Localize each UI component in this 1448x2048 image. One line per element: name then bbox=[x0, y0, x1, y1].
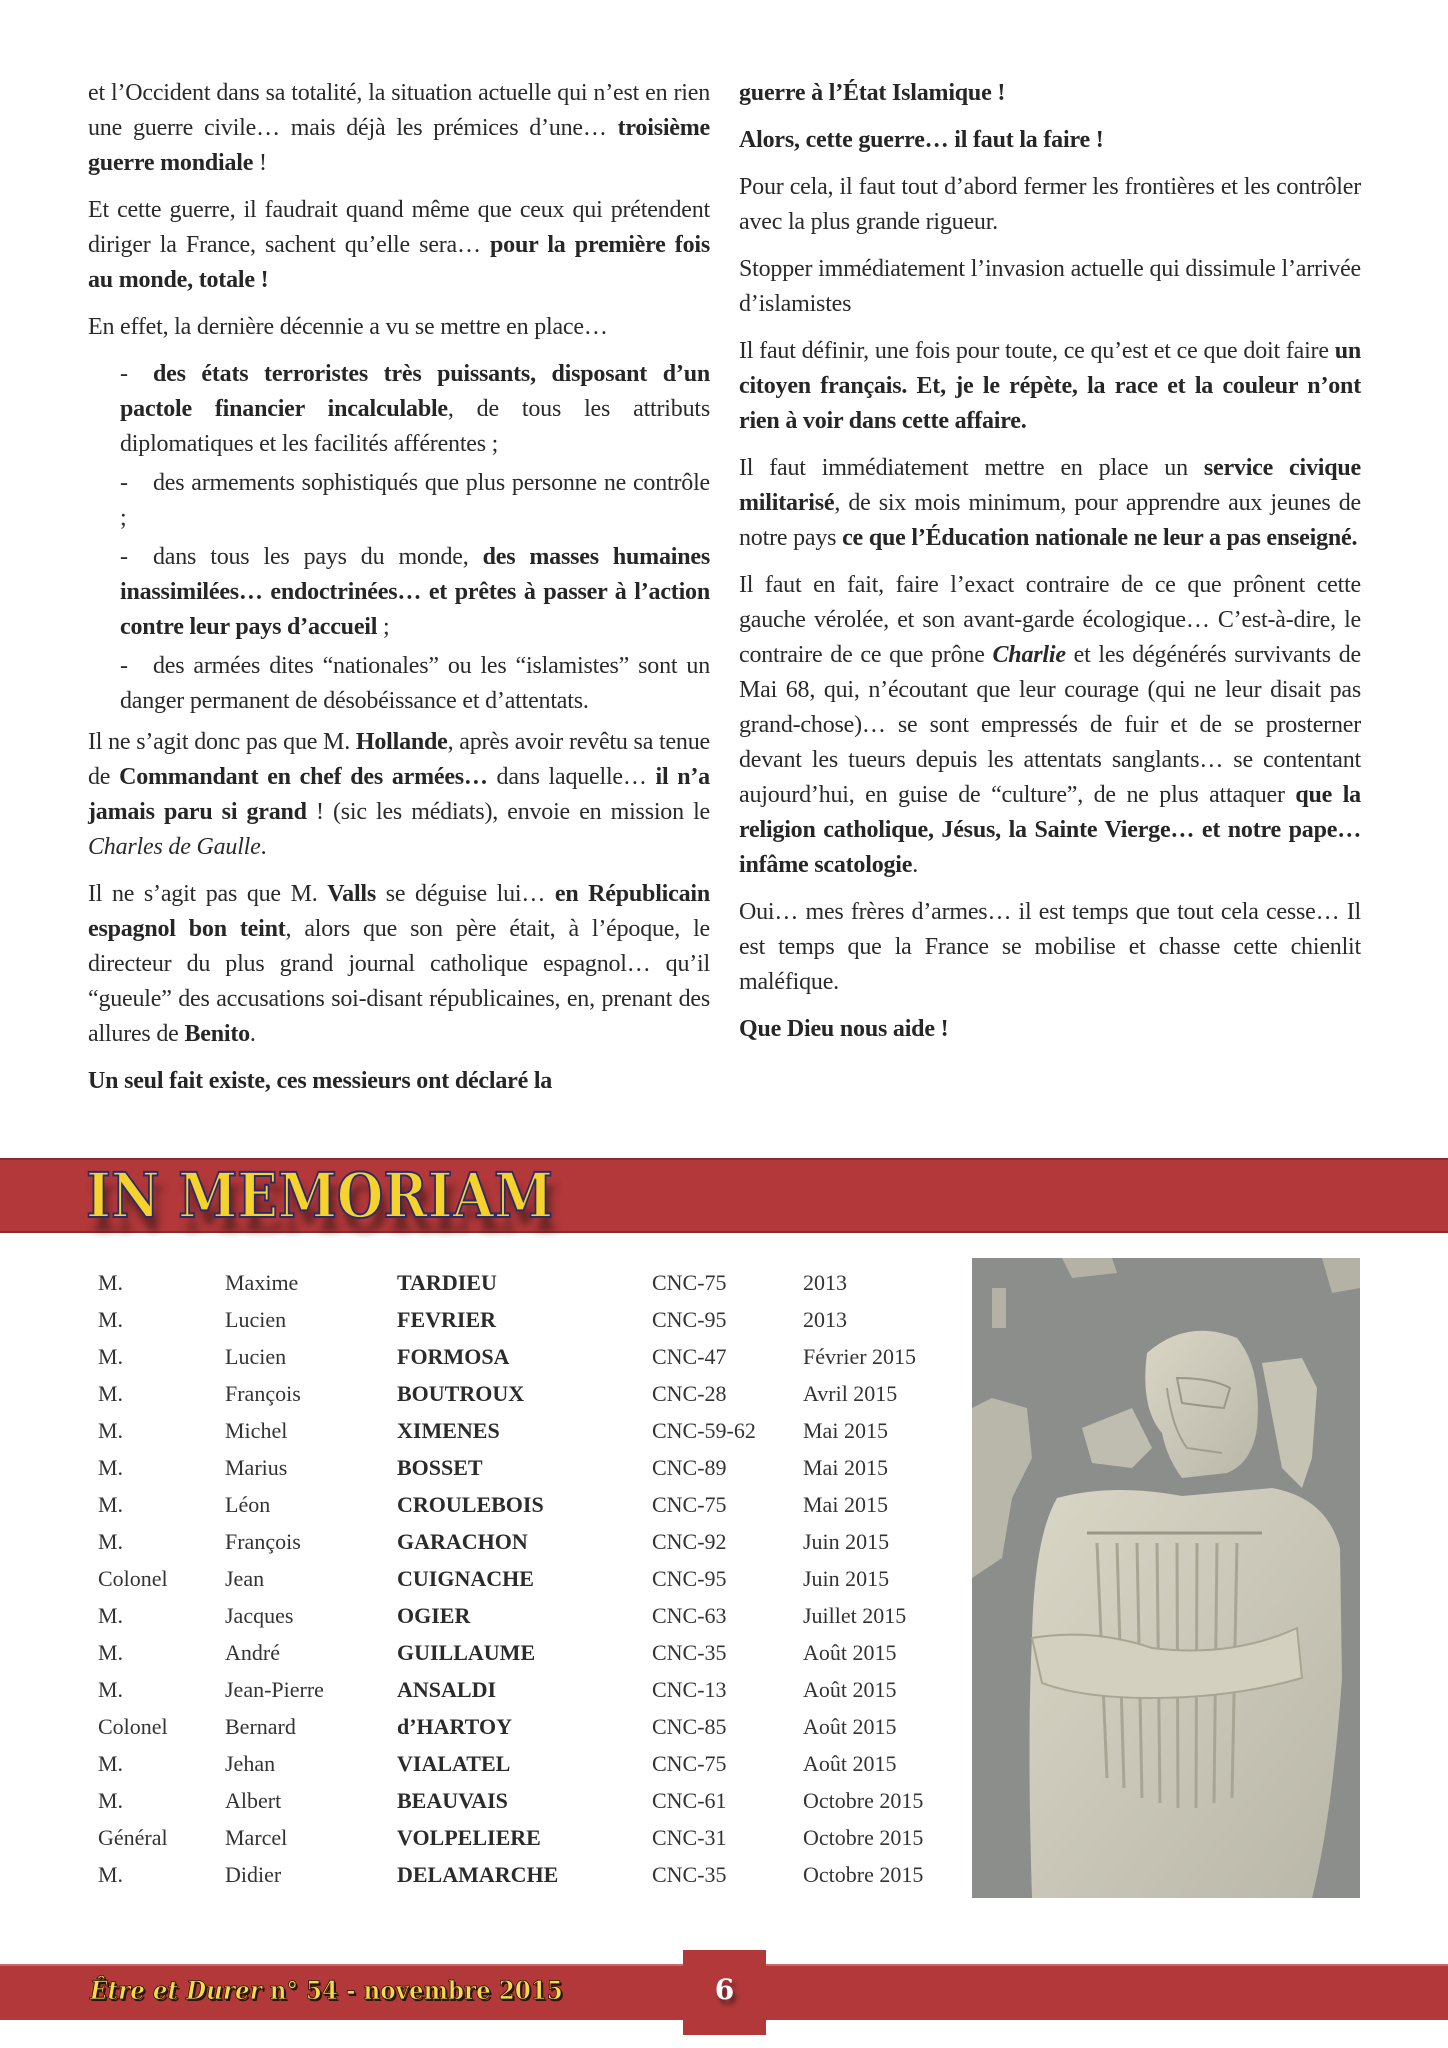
text-run: , après avoir revêtu sa tenue de bbox=[88, 729, 710, 790]
bold-text: ce que l’Éducation nationale ne leur a pas enseigné. bbox=[842, 525, 1358, 551]
rank-title: M. bbox=[98, 1603, 124, 1628]
first-name: Bernard bbox=[225, 1714, 296, 1739]
first-name: Didier bbox=[225, 1862, 282, 1887]
paragraph bbox=[88, 310, 710, 345]
text-run: Stopper immédiatement l’invasion actuelle qui dissimule l’arrivée d’islamistes bbox=[739, 256, 1361, 317]
paragraph bbox=[739, 1012, 1361, 1047]
article-right-column bbox=[739, 76, 1361, 1059]
paragraph bbox=[739, 895, 1361, 1000]
text-run: des armements sophistiqués que plus personne ne contrôle ; bbox=[120, 470, 710, 531]
death-date: 2013 bbox=[803, 1270, 847, 1295]
text-run: ; bbox=[377, 614, 390, 640]
paragraph bbox=[88, 877, 710, 1052]
bold-text: en Républicain espagnol bon teint bbox=[88, 881, 711, 942]
text-run: Et cette guerre, il faudrait quand même que ceux qui prétendent diriger la France, sachent qu’elle sera… bbox=[88, 197, 710, 258]
last-name: DELAMARCHE bbox=[397, 1862, 559, 1887]
death-date: Juin 2015 bbox=[803, 1529, 890, 1554]
death-date: Octobre 2015 bbox=[803, 1788, 924, 1813]
bold-text: Benito bbox=[184, 1021, 250, 1047]
last-name: OGIER bbox=[397, 1603, 471, 1628]
bold-text: service civique militarisé bbox=[739, 455, 1361, 516]
last-name: FEVRIER bbox=[397, 1307, 497, 1332]
bold-text: des masses humaines inassimilées… endoctrinées… et prêtes à passer à l’action contre leur pays d’accueil bbox=[120, 544, 710, 640]
death-date: Août 2015 bbox=[803, 1677, 897, 1702]
rank-title: M. bbox=[98, 1307, 124, 1332]
cnc-section: CNC-28 bbox=[652, 1381, 727, 1406]
cnc-section: CNC-61 bbox=[652, 1788, 727, 1813]
first-name: Jacques bbox=[225, 1603, 294, 1628]
last-name: TARDIEU bbox=[397, 1270, 497, 1295]
last-name: FORMOSA bbox=[397, 1344, 510, 1369]
cnc-section: CNC-95 bbox=[652, 1566, 727, 1591]
cnc-section: CNC-75 bbox=[652, 1270, 727, 1295]
text-run: ! bbox=[253, 150, 267, 176]
text-run: dans tous les pays du monde, bbox=[153, 544, 483, 570]
paragraph bbox=[739, 123, 1361, 158]
list-dash: - bbox=[120, 361, 128, 387]
last-name: BOUTROUX bbox=[397, 1381, 525, 1406]
last-name: GARACHON bbox=[397, 1529, 528, 1554]
bold-text: Hollande bbox=[355, 729, 448, 755]
text-run: et les dégénérés survivants de Mai 68, qui, n’écoutant que leur courage (qui ne leur disait pas grand-chose)… se sont empressés de fuir et de se prosterner devant les tueurs depuis les attentats sanglants… se contentant aujourd’hui, en guise de “culture”, de ne plus attaquer bbox=[739, 642, 1361, 808]
first-name: André bbox=[225, 1640, 280, 1665]
death-date: Mai 2015 bbox=[803, 1455, 888, 1480]
first-name: Michel bbox=[225, 1418, 288, 1443]
page-number: 6 bbox=[714, 1973, 735, 2006]
article-left-column bbox=[88, 76, 710, 1111]
paragraph bbox=[739, 170, 1361, 240]
rank-title: M. bbox=[98, 1529, 124, 1554]
bullet-list bbox=[88, 357, 710, 719]
cnc-section: CNC-75 bbox=[652, 1751, 727, 1776]
cnc-section: CNC-13 bbox=[652, 1677, 727, 1702]
text-run: , alors que son père était, à l’époque, le directeur du plus grand journal catholique espagnol… qu’il “gueule” des accusations soi-disant républicaines, en, prenant des allures de bbox=[88, 916, 710, 1047]
bold-text: que la religion catholique, Jésus, la Sainte Vierge… et notre pape… infâme scatologie bbox=[739, 782, 1361, 878]
bold-text: pour la première fois au monde, totale ! bbox=[88, 232, 710, 293]
bold-text: troisième guerre mondiale bbox=[88, 115, 710, 176]
death-date: Mai 2015 bbox=[803, 1492, 888, 1517]
text-run: dans laquelle… bbox=[487, 764, 656, 790]
cnc-section: CNC-35 bbox=[652, 1640, 727, 1665]
text-run: Il ne s’agit pas que M. bbox=[88, 881, 328, 907]
cnc-section: CNC-31 bbox=[652, 1825, 727, 1850]
paragraph bbox=[739, 451, 1361, 556]
first-name: Lucien bbox=[225, 1307, 287, 1332]
bold-text: Que Dieu nous aide ! bbox=[739, 1016, 949, 1042]
bold-text: Un seul fait existe, ces messieurs ont déclaré la bbox=[88, 1068, 553, 1094]
list-item bbox=[120, 540, 710, 645]
text-run: . bbox=[249, 1021, 256, 1047]
cnc-section: CNC-47 bbox=[652, 1344, 727, 1369]
statue-photo bbox=[972, 1258, 1360, 1898]
text-run: Il faut en fait, faire l’exact contraire de ce que prônent cette gauche vérolée, et son avant-garde écologique… C’est-à-dire, le contraire de ce que prône bbox=[739, 572, 1361, 668]
list-item bbox=[120, 357, 710, 462]
bold-text: Charlie bbox=[992, 642, 1066, 668]
text-run: ! (sic les médiats), envoie en mission le bbox=[306, 799, 710, 825]
rank-title: Colonel bbox=[98, 1714, 168, 1739]
text-run: Il faut immédiatement mettre en place un bbox=[739, 455, 1204, 481]
cnc-section: CNC-75 bbox=[652, 1492, 727, 1517]
list-dash: - bbox=[120, 544, 128, 570]
first-name: Marcel bbox=[225, 1825, 288, 1850]
list-item bbox=[120, 466, 710, 536]
first-name: Maxime bbox=[225, 1270, 299, 1295]
cnc-section: CNC-63 bbox=[652, 1603, 727, 1628]
death-date: Août 2015 bbox=[803, 1714, 897, 1739]
rank-title: M. bbox=[98, 1418, 124, 1443]
text-run: . bbox=[260, 834, 267, 860]
text-run: Il faut définir, une fois pour toute, ce qu’est et ce que doit faire bbox=[739, 338, 1335, 364]
first-name: Lucien bbox=[225, 1344, 287, 1369]
rank-title: M. bbox=[98, 1381, 124, 1406]
bold-text: Commandant en chef des armées… bbox=[119, 764, 488, 790]
first-name: Albert bbox=[225, 1788, 282, 1813]
rank-title: Général bbox=[98, 1825, 168, 1850]
paragraph bbox=[739, 568, 1361, 883]
first-name: Léon bbox=[225, 1492, 271, 1517]
first-name: Jehan bbox=[225, 1751, 276, 1776]
rank-title: M. bbox=[98, 1270, 124, 1295]
cnc-section: CNC-95 bbox=[652, 1307, 727, 1332]
last-name: BEAUVAIS bbox=[397, 1788, 508, 1813]
list-dash: - bbox=[120, 653, 128, 679]
last-name: BOSSET bbox=[397, 1455, 483, 1480]
rank-title: M. bbox=[98, 1640, 124, 1665]
last-name: VIALATEL bbox=[397, 1751, 511, 1776]
text-run: . bbox=[912, 852, 919, 878]
paragraph bbox=[88, 193, 710, 298]
text-run: Oui… mes frères d’armes… il est temps que tout cela cesse… Il est temps que la France se mobilise et chasse cette chienlit maléfique. bbox=[739, 899, 1361, 995]
paragraph bbox=[88, 725, 710, 865]
text-run: Il ne s’agit donc pas que M. bbox=[88, 729, 356, 755]
death-date: Juillet 2015 bbox=[803, 1603, 907, 1628]
paragraph bbox=[739, 334, 1361, 439]
paragraph bbox=[739, 76, 1361, 111]
bold-text: guerre à l’État Islamique ! bbox=[739, 80, 1006, 106]
text-run: , de tous les attributs diplomatiques et les facilités afférentes ; bbox=[120, 396, 710, 457]
bold-text: des états terroristes très puissants, disposant d’un pactole financier incalculable bbox=[120, 361, 710, 422]
last-name: d’HARTOY bbox=[397, 1714, 512, 1739]
cnc-section: CNC-35 bbox=[652, 1862, 727, 1887]
publication-name: Être et Durer bbox=[90, 1976, 262, 2005]
rank-title: M. bbox=[98, 1862, 124, 1887]
death-date: Mai 2015 bbox=[803, 1418, 888, 1443]
rank-title: M. bbox=[98, 1788, 124, 1813]
first-name: François bbox=[225, 1381, 301, 1406]
list-item bbox=[120, 649, 710, 719]
death-date: 2013 bbox=[803, 1307, 847, 1332]
paragraph bbox=[739, 252, 1361, 322]
last-name: XIMENES bbox=[397, 1418, 500, 1443]
last-name: VOLPELIERE bbox=[397, 1825, 541, 1850]
bold-text: un citoyen français. Et, je le répète, la race et la couleur n’ont rien à voir dans cette affaire. bbox=[739, 338, 1361, 434]
italic-text: Charles de Gaulle bbox=[88, 834, 261, 860]
rank-title: Colonel bbox=[98, 1566, 168, 1591]
first-name: Marius bbox=[225, 1455, 288, 1480]
statue-image bbox=[972, 1258, 1360, 1898]
death-date: Août 2015 bbox=[803, 1751, 897, 1776]
cnc-section: CNC-59-62 bbox=[652, 1418, 756, 1443]
last-name: CROULEBOIS bbox=[397, 1492, 544, 1517]
death-date: Octobre 2015 bbox=[803, 1825, 924, 1850]
death-date: Février 2015 bbox=[803, 1344, 917, 1369]
first-name: François bbox=[225, 1529, 301, 1554]
text-run: En effet, la dernière décennie a vu se mettre en place… bbox=[88, 314, 608, 340]
death-date: Juin 2015 bbox=[803, 1566, 890, 1591]
issue-info: n° 54 - novembre 2015 bbox=[261, 1976, 563, 2005]
cnc-section: CNC-92 bbox=[652, 1529, 727, 1554]
bold-text: Alors, cette guerre… il faut la faire ! bbox=[739, 127, 1104, 153]
paragraph bbox=[88, 1064, 710, 1099]
bold-text: il n’a jamais paru si grand bbox=[88, 764, 710, 825]
rank-title: M. bbox=[98, 1751, 124, 1776]
text-run: et l’Occident dans sa totalité, la situation actuelle qui n’est en rien une guerre civile… mais déjà les prémices d’une… bbox=[88, 80, 710, 141]
list-dash: - bbox=[120, 470, 128, 496]
text-run: , de six mois minimum, pour apprendre aux jeunes de notre pays bbox=[739, 490, 1361, 551]
paragraph bbox=[88, 76, 710, 181]
rank-title: M. bbox=[98, 1344, 124, 1369]
last-name: GUILLAUME bbox=[397, 1640, 536, 1665]
death-date: Octobre 2015 bbox=[803, 1862, 924, 1887]
last-name: ANSALDI bbox=[397, 1677, 497, 1702]
rank-title: M. bbox=[98, 1455, 124, 1480]
in-memoriam-title: IN MEMORIAM bbox=[86, 1159, 554, 1232]
text-run: se déguise lui… bbox=[376, 881, 555, 907]
text-run: Pour cela, il faut tout d’abord fermer les frontières et les contrôler avec la plus grande rigueur. bbox=[739, 174, 1361, 235]
bold-text: Valls bbox=[327, 881, 377, 907]
death-date: Avril 2015 bbox=[803, 1381, 898, 1406]
footer-publication bbox=[90, 1973, 563, 2009]
cnc-section: CNC-85 bbox=[652, 1714, 727, 1739]
first-name: Jean-Pierre bbox=[225, 1677, 324, 1702]
rank-title: M. bbox=[98, 1492, 124, 1517]
death-date: Août 2015 bbox=[803, 1640, 897, 1665]
text-run: des armées dites “nationales” ou les “islamistes” sont un danger permanent de désobéissance et d’attentats. bbox=[120, 653, 710, 714]
last-name: CUIGNACHE bbox=[397, 1566, 534, 1591]
rank-title: M. bbox=[98, 1677, 124, 1702]
cnc-section: CNC-89 bbox=[652, 1455, 727, 1480]
first-name: Jean bbox=[225, 1566, 265, 1591]
